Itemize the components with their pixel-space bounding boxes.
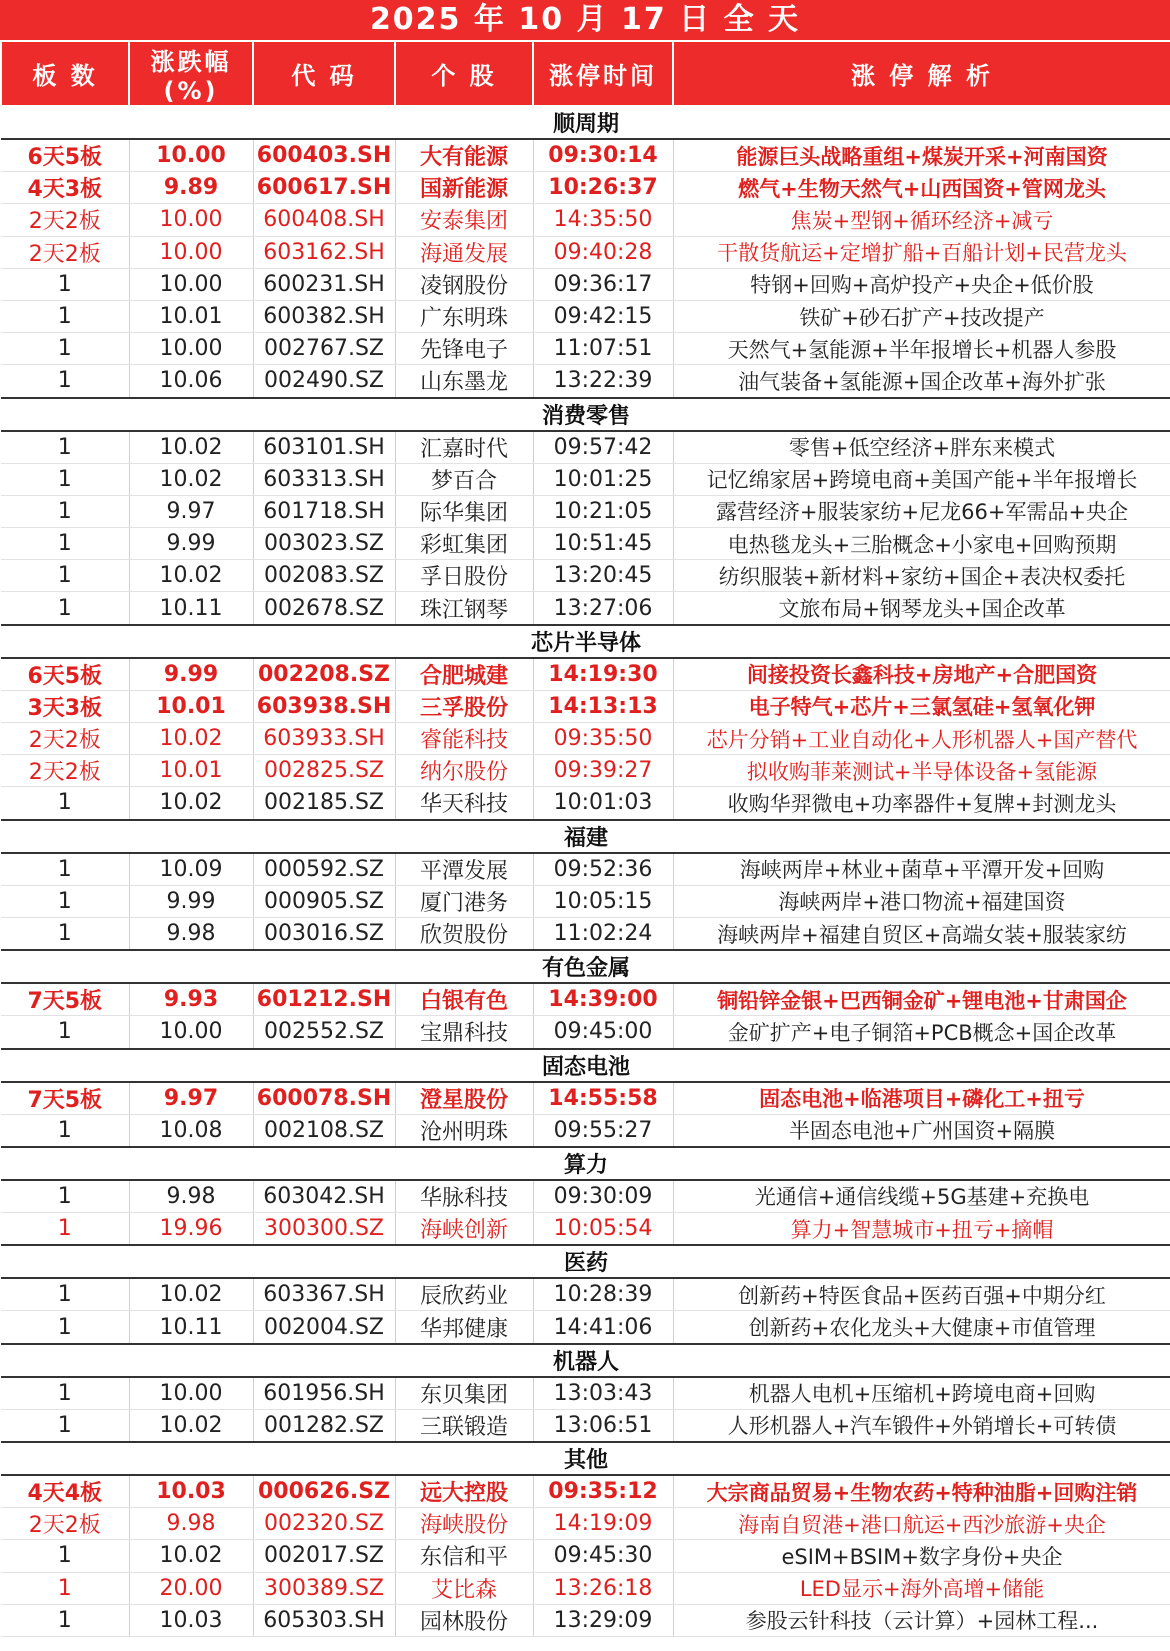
cell-time: 09:42:15 xyxy=(533,300,673,332)
cell-code: 003016.SZ xyxy=(253,917,395,950)
cell-code: 601212.SH xyxy=(253,983,395,1016)
cell-analysis: 创新药+农化龙头+大健康+市值管理 xyxy=(673,1311,1170,1344)
cell-stock: 华邦健康 xyxy=(395,1311,533,1344)
cell-pct: 10.00 xyxy=(129,236,253,268)
cell-time: 09:45:30 xyxy=(533,1540,673,1572)
table-row xyxy=(1,1278,1170,1311)
cell-pct: 10.02 xyxy=(129,1278,253,1311)
cell-time: 10:26:37 xyxy=(533,172,673,204)
cell-board: 1 xyxy=(1,1114,129,1147)
cell-stock: 厦门港务 xyxy=(395,885,533,917)
table-row xyxy=(1,787,1170,820)
cell-board: 1 xyxy=(1,365,129,398)
table-row xyxy=(1,1180,1170,1213)
cell-code: 002004.SZ xyxy=(253,1311,395,1344)
table-row xyxy=(1,1475,1170,1508)
cell-board: 1 xyxy=(1,463,129,495)
cell-code: 000626.SZ xyxy=(253,1475,395,1508)
cell-board: 1 xyxy=(1,431,129,464)
cell-analysis: eSIM+BSIM+数字身份+央企 xyxy=(673,1540,1170,1572)
header-stock: 个 股 xyxy=(395,41,533,106)
cell-pct: 10.02 xyxy=(129,1409,253,1442)
table-header-row xyxy=(1,41,1170,106)
cell-analysis: 电子特气+芯片+三氯氢硅+氢氧化钾 xyxy=(673,690,1170,722)
cell-pct: 10.00 xyxy=(129,204,253,236)
cell-stock: 国新能源 xyxy=(395,172,533,204)
cell-time: 10:05:54 xyxy=(533,1213,673,1246)
cell-board: 1 xyxy=(1,495,129,527)
table-body xyxy=(1,106,1170,1636)
cell-analysis: 零售+低空经济+胖东来模式 xyxy=(673,431,1170,464)
cell-time: 14:19:30 xyxy=(533,658,673,691)
cell-code: 600078.SH xyxy=(253,1082,395,1115)
cell-board: 7天5板 xyxy=(1,983,129,1016)
cell-analysis: 油气装备+氢能源+国企改革+海外扩张 xyxy=(673,365,1170,398)
cell-pct: 9.99 xyxy=(129,658,253,691)
cell-time: 09:35:50 xyxy=(533,723,673,755)
table-row xyxy=(1,300,1170,332)
cell-analysis: 机器人电机+压缩机+跨境电商+回购 xyxy=(673,1377,1170,1410)
cell-time: 14:39:00 xyxy=(533,983,673,1016)
cell-stock: 东信和平 xyxy=(395,1540,533,1572)
cell-stock: 远大控股 xyxy=(395,1475,533,1508)
cell-pct: 10.09 xyxy=(129,853,253,886)
cell-pct: 10.06 xyxy=(129,365,253,398)
cell-board: 1 xyxy=(1,333,129,365)
cell-board: 1 xyxy=(1,853,129,886)
cell-analysis: 海峡两岸+港口物流+福建国资 xyxy=(673,885,1170,917)
section-title: 福建 xyxy=(1,820,1170,853)
cell-analysis: 铜铅锌金银+巴西铜金矿+锂电池+甘肃国企 xyxy=(673,983,1170,1016)
cell-time: 10:01:03 xyxy=(533,787,673,820)
cell-code: 603933.SH xyxy=(253,723,395,755)
cell-stock: 际华集团 xyxy=(395,495,533,527)
section-title: 医药 xyxy=(1,1245,1170,1278)
cell-board: 1 xyxy=(1,560,129,592)
cell-time: 13:03:43 xyxy=(533,1377,673,1410)
cell-board: 1 xyxy=(1,268,129,300)
cell-analysis: 露营经济+服装家纺+尼龙66+军需品+央企 xyxy=(673,495,1170,527)
table-row xyxy=(1,723,1170,755)
cell-code: 002185.SZ xyxy=(253,787,395,820)
cell-board: 1 xyxy=(1,1213,129,1246)
table-row xyxy=(1,690,1170,722)
cell-board: 1 xyxy=(1,1180,129,1213)
cell-time: 13:22:39 xyxy=(533,365,673,398)
cell-analysis: 光通信+通信线缆+5G基建+充换电 xyxy=(673,1180,1170,1213)
cell-stock: 澄星股份 xyxy=(395,1082,533,1115)
cell-board: 2天2板 xyxy=(1,1508,129,1540)
section-row xyxy=(1,1147,1170,1180)
cell-code: 603313.SH xyxy=(253,463,395,495)
cell-stock: 沧州明珠 xyxy=(395,1114,533,1147)
cell-time: 10:28:39 xyxy=(533,1278,673,1311)
table-row xyxy=(1,1311,1170,1344)
cell-board: 1 xyxy=(1,917,129,950)
cell-stock: 辰欣药业 xyxy=(395,1278,533,1311)
cell-code: 600382.SH xyxy=(253,300,395,332)
section-title: 消费零售 xyxy=(1,398,1170,431)
cell-stock: 欣贺股份 xyxy=(395,917,533,950)
cell-time: 09:30:14 xyxy=(533,139,673,172)
cell-stock: 先锋电子 xyxy=(395,333,533,365)
limit-up-table xyxy=(0,40,1170,1637)
table-row xyxy=(1,560,1170,592)
cell-board: 7天5板 xyxy=(1,1082,129,1115)
cell-stock: 孚日股份 xyxy=(395,560,533,592)
cell-analysis: 大宗商品贸易+生物农药+特种油脂+回购注销 xyxy=(673,1475,1170,1508)
cell-pct: 10.02 xyxy=(129,431,253,464)
cell-pct: 10.02 xyxy=(129,723,253,755)
cell-analysis: 特钢+回购+高炉投产+央企+低价股 xyxy=(673,268,1170,300)
cell-code: 600617.SH xyxy=(253,172,395,204)
cell-analysis: 固态电池+临港项目+磷化工+扭亏 xyxy=(673,1082,1170,1115)
cell-analysis: 能源巨头战略重组+煤炭开采+河南国资 xyxy=(673,139,1170,172)
cell-stock: 凌钢股份 xyxy=(395,268,533,300)
cell-stock: 平潭发展 xyxy=(395,853,533,886)
table-row xyxy=(1,1016,1170,1049)
table-row xyxy=(1,1508,1170,1540)
cell-analysis: 文旅布局+钢琴龙头+国企改革 xyxy=(673,592,1170,625)
cell-pct: 20.00 xyxy=(129,1572,253,1604)
cell-stock: 大有能源 xyxy=(395,139,533,172)
cell-board: 1 xyxy=(1,787,129,820)
cell-time: 14:55:58 xyxy=(533,1082,673,1115)
cell-board: 1 xyxy=(1,1377,129,1410)
table-row xyxy=(1,431,1170,464)
page-title: 2025 年 10 月 17 日 全 天 xyxy=(0,0,1170,40)
cell-board: 4天4板 xyxy=(1,1475,129,1508)
table-row xyxy=(1,365,1170,398)
cell-code: 003023.SZ xyxy=(253,528,395,560)
cell-analysis: 间接投资长鑫科技+房地产+合肥国资 xyxy=(673,658,1170,691)
cell-stock: 白银有色 xyxy=(395,983,533,1016)
cell-pct: 9.97 xyxy=(129,495,253,527)
header-code: 代 码 xyxy=(253,41,395,106)
cell-analysis: 天然气+氢能源+半年报增长+机器人参股 xyxy=(673,333,1170,365)
cell-pct: 10.00 xyxy=(129,139,253,172)
table-row xyxy=(1,1572,1170,1604)
table-row xyxy=(1,1540,1170,1572)
cell-time: 10:05:15 xyxy=(533,885,673,917)
cell-code: 603042.SH xyxy=(253,1180,395,1213)
cell-stock: 安泰集团 xyxy=(395,204,533,236)
cell-pct: 10.01 xyxy=(129,690,253,722)
cell-board: 1 xyxy=(1,300,129,332)
cell-stock: 华脉科技 xyxy=(395,1180,533,1213)
cell-time: 09:57:42 xyxy=(533,431,673,464)
cell-analysis: 拟收购菲莱测试+半导体设备+氢能源 xyxy=(673,755,1170,787)
cell-time: 13:06:51 xyxy=(533,1409,673,1442)
cell-code: 002083.SZ xyxy=(253,560,395,592)
table-row xyxy=(1,528,1170,560)
cell-pct: 9.99 xyxy=(129,528,253,560)
cell-stock: 海峡创新 xyxy=(395,1213,533,1246)
cell-board: 1 xyxy=(1,1278,129,1311)
cell-code: 001282.SZ xyxy=(253,1409,395,1442)
cell-board: 2天2板 xyxy=(1,723,129,755)
cell-code: 600403.SH xyxy=(253,139,395,172)
cell-board: 1 xyxy=(1,885,129,917)
table-row xyxy=(1,592,1170,625)
section-row xyxy=(1,398,1170,431)
cell-time: 13:20:45 xyxy=(533,560,673,592)
table-row xyxy=(1,917,1170,950)
cell-time: 14:19:09 xyxy=(533,1508,673,1540)
header-analysis: 涨 停 解 析 xyxy=(673,41,1170,106)
cell-stock: 海通发展 xyxy=(395,236,533,268)
section-title: 顺周期 xyxy=(1,106,1170,139)
section-title: 算力 xyxy=(1,1147,1170,1180)
cell-analysis: 芯片分销+工业自动化+人形机器人+国产替代 xyxy=(673,723,1170,755)
cell-stock: 纳尔股份 xyxy=(395,755,533,787)
cell-code: 002552.SZ xyxy=(253,1016,395,1049)
cell-time: 09:39:27 xyxy=(533,755,673,787)
section-row xyxy=(1,1442,1170,1475)
cell-analysis: 干散货航运+定增扩船+百船计划+民营龙头 xyxy=(673,236,1170,268)
cell-time: 09:45:00 xyxy=(533,1016,673,1049)
cell-time: 11:02:24 xyxy=(533,917,673,950)
cell-time: 13:26:18 xyxy=(533,1572,673,1604)
cell-board: 2天2板 xyxy=(1,204,129,236)
cell-time: 09:55:27 xyxy=(533,1114,673,1147)
cell-board: 6天5板 xyxy=(1,139,129,172)
cell-code: 601956.SH xyxy=(253,1377,395,1410)
section-title: 其他 xyxy=(1,1442,1170,1475)
cell-pct: 9.93 xyxy=(129,983,253,1016)
cell-analysis: 半固态电池+广州国资+隔膜 xyxy=(673,1114,1170,1147)
cell-code: 603162.SH xyxy=(253,236,395,268)
section-row xyxy=(1,1049,1170,1082)
cell-pct: 9.97 xyxy=(129,1082,253,1115)
cell-time: 13:27:06 xyxy=(533,592,673,625)
cell-analysis: 收购华羿微电+功率器件+复牌+封测龙头 xyxy=(673,787,1170,820)
cell-stock: 宝鼎科技 xyxy=(395,1016,533,1049)
cell-time: 10:51:45 xyxy=(533,528,673,560)
table-row xyxy=(1,1409,1170,1442)
cell-time: 09:52:36 xyxy=(533,853,673,886)
cell-stock: 三联锻造 xyxy=(395,1409,533,1442)
cell-pct: 10.02 xyxy=(129,1540,253,1572)
cell-analysis: 电热毯龙头+三胎概念+小家电+回购预期 xyxy=(673,528,1170,560)
section-row xyxy=(1,625,1170,658)
cell-time: 14:13:13 xyxy=(533,690,673,722)
table-row xyxy=(1,236,1170,268)
cell-time: 10:21:05 xyxy=(533,495,673,527)
header-board: 板 数 xyxy=(1,41,129,106)
cell-time: 09:30:09 xyxy=(533,1180,673,1213)
cell-board: 1 xyxy=(1,1311,129,1344)
cell-pct: 10.00 xyxy=(129,1377,253,1410)
cell-board: 2天2板 xyxy=(1,236,129,268)
cell-stock: 广东明珠 xyxy=(395,300,533,332)
section-row xyxy=(1,1344,1170,1377)
cell-code: 002678.SZ xyxy=(253,592,395,625)
cell-time: 09:40:28 xyxy=(533,236,673,268)
table-row xyxy=(1,463,1170,495)
section-row xyxy=(1,106,1170,139)
cell-stock: 华天科技 xyxy=(395,787,533,820)
cell-board: 6天5板 xyxy=(1,658,129,691)
cell-pct: 10.00 xyxy=(129,1016,253,1049)
section-title: 固态电池 xyxy=(1,1049,1170,1082)
cell-analysis: 海南自贸港+港口航运+西沙旅游+央企 xyxy=(673,1508,1170,1540)
cell-pct: 10.03 xyxy=(129,1604,253,1636)
cell-pct: 10.01 xyxy=(129,755,253,787)
cell-code: 000592.SZ xyxy=(253,853,395,886)
section-row xyxy=(1,820,1170,853)
cell-code: 603938.SH xyxy=(253,690,395,722)
cell-pct: 10.00 xyxy=(129,333,253,365)
cell-code: 300300.SZ xyxy=(253,1213,395,1246)
cell-board: 1 xyxy=(1,1604,129,1636)
section-row xyxy=(1,1245,1170,1278)
cell-analysis: 焦炭+型钢+循环经济+减亏 xyxy=(673,204,1170,236)
cell-board: 1 xyxy=(1,1572,129,1604)
table-row xyxy=(1,755,1170,787)
cell-code: 605303.SH xyxy=(253,1604,395,1636)
cell-code: 603101.SH xyxy=(253,431,395,464)
cell-analysis: 金矿扩产+电子铜箔+PCB概念+国企改革 xyxy=(673,1016,1170,1049)
cell-code: 002767.SZ xyxy=(253,333,395,365)
cell-stock: 三孚股份 xyxy=(395,690,533,722)
table-row xyxy=(1,1377,1170,1410)
cell-analysis: 创新药+特医食品+医药百强+中期分红 xyxy=(673,1278,1170,1311)
header-time: 涨停时间 xyxy=(533,41,673,106)
cell-analysis: 记忆绵家居+跨境电商+美国产能+半年报增长 xyxy=(673,463,1170,495)
cell-code: 002490.SZ xyxy=(253,365,395,398)
cell-code: 600408.SH xyxy=(253,204,395,236)
cell-code: 603367.SH xyxy=(253,1278,395,1311)
cell-board: 4天3板 xyxy=(1,172,129,204)
cell-pct: 10.03 xyxy=(129,1475,253,1508)
table-row xyxy=(1,204,1170,236)
cell-stock: 海峡股份 xyxy=(395,1508,533,1540)
cell-stock: 山东墨龙 xyxy=(395,365,533,398)
cell-pct: 9.98 xyxy=(129,917,253,950)
table-row xyxy=(1,1114,1170,1147)
cell-stock: 彩虹集团 xyxy=(395,528,533,560)
cell-code: 002208.SZ xyxy=(253,658,395,691)
cell-code: 002825.SZ xyxy=(253,755,395,787)
cell-analysis: LED显示+海外高增+储能 xyxy=(673,1572,1170,1604)
table-row xyxy=(1,658,1170,691)
cell-analysis: 燃气+生物天然气+山西国资+管网龙头 xyxy=(673,172,1170,204)
header-pct: 涨跌幅(%) xyxy=(129,41,253,106)
table-row xyxy=(1,268,1170,300)
table-row xyxy=(1,172,1170,204)
cell-analysis: 铁矿+砂石扩产+技改提产 xyxy=(673,300,1170,332)
cell-board: 1 xyxy=(1,1016,129,1049)
table-row xyxy=(1,333,1170,365)
cell-code: 601718.SH xyxy=(253,495,395,527)
cell-stock: 园林股份 xyxy=(395,1604,533,1636)
cell-code: 002017.SZ xyxy=(253,1540,395,1572)
cell-stock: 汇嘉时代 xyxy=(395,431,533,464)
cell-stock: 睿能科技 xyxy=(395,723,533,755)
cell-time: 09:36:17 xyxy=(533,268,673,300)
cell-stock: 珠江钢琴 xyxy=(395,592,533,625)
cell-board: 1 xyxy=(1,528,129,560)
cell-board: 1 xyxy=(1,1409,129,1442)
cell-pct: 10.01 xyxy=(129,300,253,332)
table-row xyxy=(1,853,1170,886)
section-title: 有色金属 xyxy=(1,950,1170,983)
cell-pct: 10.11 xyxy=(129,592,253,625)
cell-analysis: 海峡两岸+福建自贸区+高端女装+服装家纺 xyxy=(673,917,1170,950)
table-row xyxy=(1,983,1170,1016)
table-row xyxy=(1,1082,1170,1115)
cell-code: 002108.SZ xyxy=(253,1114,395,1147)
cell-stock: 合肥城建 xyxy=(395,658,533,691)
cell-analysis: 海峡两岸+林业+菌草+平潭开发+回购 xyxy=(673,853,1170,886)
cell-code: 600231.SH xyxy=(253,268,395,300)
section-title: 机器人 xyxy=(1,1344,1170,1377)
cell-stock: 东贝集团 xyxy=(395,1377,533,1410)
section-row xyxy=(1,950,1170,983)
cell-pct: 10.11 xyxy=(129,1311,253,1344)
cell-pct: 19.96 xyxy=(129,1213,253,1246)
cell-time: 13:29:09 xyxy=(533,1604,673,1636)
cell-stock: 艾比森 xyxy=(395,1572,533,1604)
table-row xyxy=(1,495,1170,527)
cell-pct: 10.08 xyxy=(129,1114,253,1147)
table-row xyxy=(1,885,1170,917)
table-row xyxy=(1,139,1170,172)
cell-pct: 10.02 xyxy=(129,463,253,495)
cell-code: 002320.SZ xyxy=(253,1508,395,1540)
cell-pct: 9.98 xyxy=(129,1180,253,1213)
table-row xyxy=(1,1213,1170,1246)
cell-time: 14:41:06 xyxy=(533,1311,673,1344)
cell-time: 09:35:12 xyxy=(533,1475,673,1508)
cell-board: 1 xyxy=(1,1540,129,1572)
cell-board: 3天3板 xyxy=(1,690,129,722)
cell-pct: 10.02 xyxy=(129,787,253,820)
cell-pct: 9.99 xyxy=(129,885,253,917)
cell-code: 300389.SZ xyxy=(253,1572,395,1604)
cell-time: 11:07:51 xyxy=(533,333,673,365)
cell-pct: 10.02 xyxy=(129,560,253,592)
cell-analysis: 参股云针科技（云计算）+园林工程... xyxy=(673,1604,1170,1636)
cell-analysis: 人形机器人+汽车锻件+外销增长+可转债 xyxy=(673,1409,1170,1442)
table-row xyxy=(1,1604,1170,1636)
cell-pct: 9.98 xyxy=(129,1508,253,1540)
section-title: 芯片半导体 xyxy=(1,625,1170,658)
cell-analysis: 纺织服装+新材料+家纺+国企+表决权委托 xyxy=(673,560,1170,592)
cell-time: 10:01:25 xyxy=(533,463,673,495)
cell-stock: 梦百合 xyxy=(395,463,533,495)
cell-code: 000905.SZ xyxy=(253,885,395,917)
cell-pct: 10.00 xyxy=(129,268,253,300)
cell-pct: 9.89 xyxy=(129,172,253,204)
cell-time: 14:35:50 xyxy=(533,204,673,236)
cell-board: 2天2板 xyxy=(1,755,129,787)
cell-board: 1 xyxy=(1,592,129,625)
cell-analysis: 算力+智慧城市+扭亏+摘帽 xyxy=(673,1213,1170,1246)
